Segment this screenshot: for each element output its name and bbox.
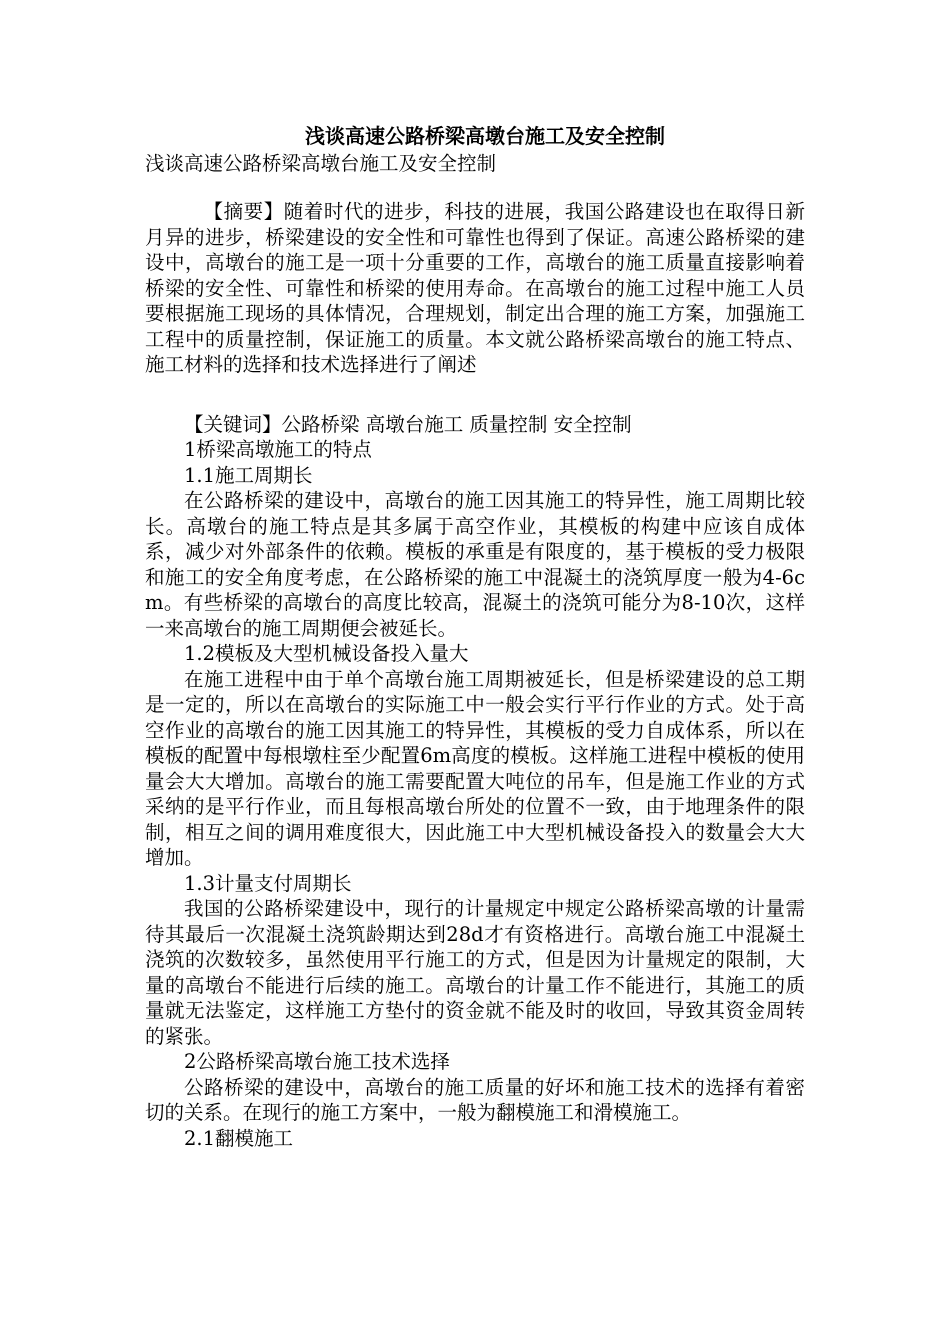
section-heading-2-1: 2.1翻模施工 <box>184 1126 294 1150</box>
paragraph-1-1: 在公路桥梁的建设中，高墩台的施工因其施工的特异性，施工周期比较长。高墩台的施工特点是其多属于高空作业，其模板的构建中应该自成体系，减少对外部条件的依赖。模板的承重是有限度的，基于模板的受力极限和施工的安全角度考虑，在公路桥梁的施工中混凝土的浇筑厚度一般为4-6cm。有些桥梁的高墩台的高度比较高，混凝土的浇筑可能分为8-10次，这样一来高墩台的施工周期便会被延长。 <box>145 489 805 640</box>
paragraph-1-3: 我国的公路桥梁建设中，现行的计量规定中规定公路桥梁高墩的计量需待其最后一次混凝土浇筑龄期达到28d才有资格进行。高墩台施工中混凝土浇筑的次数较多，虽然使用平行施工的方式，但是因为计量规定的限制，大量的高墩台不能进行后续的施工。高墩台的计量工作不能进行，其施工的质量就无法鉴定，这样施工方垫付的资金就不能及时的收回，导致其资金周转的紧张。 <box>145 897 805 1048</box>
section-heading-1-3: 1.3计量支付周期长 <box>184 871 352 895</box>
document-page <box>145 122 805 1151</box>
section-heading-1-2: 1.2模板及大型机械设备投入量大 <box>184 642 469 665</box>
section-heading-1-1: 1.1施工周期长 <box>184 463 313 487</box>
section-heading-1: 1桥梁高墩施工的特点 <box>184 438 372 461</box>
section-heading-2: 2公路桥梁高墩台施工技术选择 <box>184 1050 450 1073</box>
keywords-line: 【关键词】公路桥梁 高墩台施工 质量控制 安全控制 <box>184 412 632 436</box>
abstract-paragraph: 【摘要】随着时代的进步，科技的进展，我国公路建设也在取得日新月异的进步，桥梁建设的安全性和可靠性也得到了保证。高速公路桥梁的建设中，高墩台的施工是一项十分重要的工作，高墩台的施工质量直接影响着桥梁的安全性、可靠性和桥梁的使用寿命。在高墩台的施工过程中施工人员要根据施工现场的具体情况，合理规划，制定出合理的施工方案，加强施工工程中的质量控制，保证施工的质量。本文就公路桥梁高墩台的施工特点、施工材料的选择和技术选择进行了阐述 <box>145 200 805 376</box>
document-title: 浅谈高速公路桥梁高墩台施工及安全控制 <box>305 124 665 148</box>
document-subtitle: 浅谈高速公路桥梁高墩台施工及安全控制 <box>145 152 497 175</box>
paragraph-2: 公路桥梁的建设中，高墩台的施工质量的好坏和施工技术的选择有着密切的关系。在现行的施工方案中，一般为翻模施工和滑模施工。 <box>145 1075 805 1124</box>
paragraph-1-2: 在施工进程中由于单个高墩台施工周期被延长，但是桥梁建设的总工期是一定的，所以在高墩台的实际施工中一般会实行平行作业的方式。处于高空作业的高墩台的施工因其施工的特异性，其模板的受力自成体系，所以在模板的配置中每根墩柱至少配置6m高度的模板。这样施工进程中模板的使用量会大大增加。高墩台的施工需要配置大吨位的吊车，但是施工作业的方式采纳的是平行作业，而且每根高墩台所处的位置不一致，由于地理条件的限制，相互之间的调用难度很大，因此施工中大型机械设备投入的数量会大大增加。 <box>145 667 805 869</box>
